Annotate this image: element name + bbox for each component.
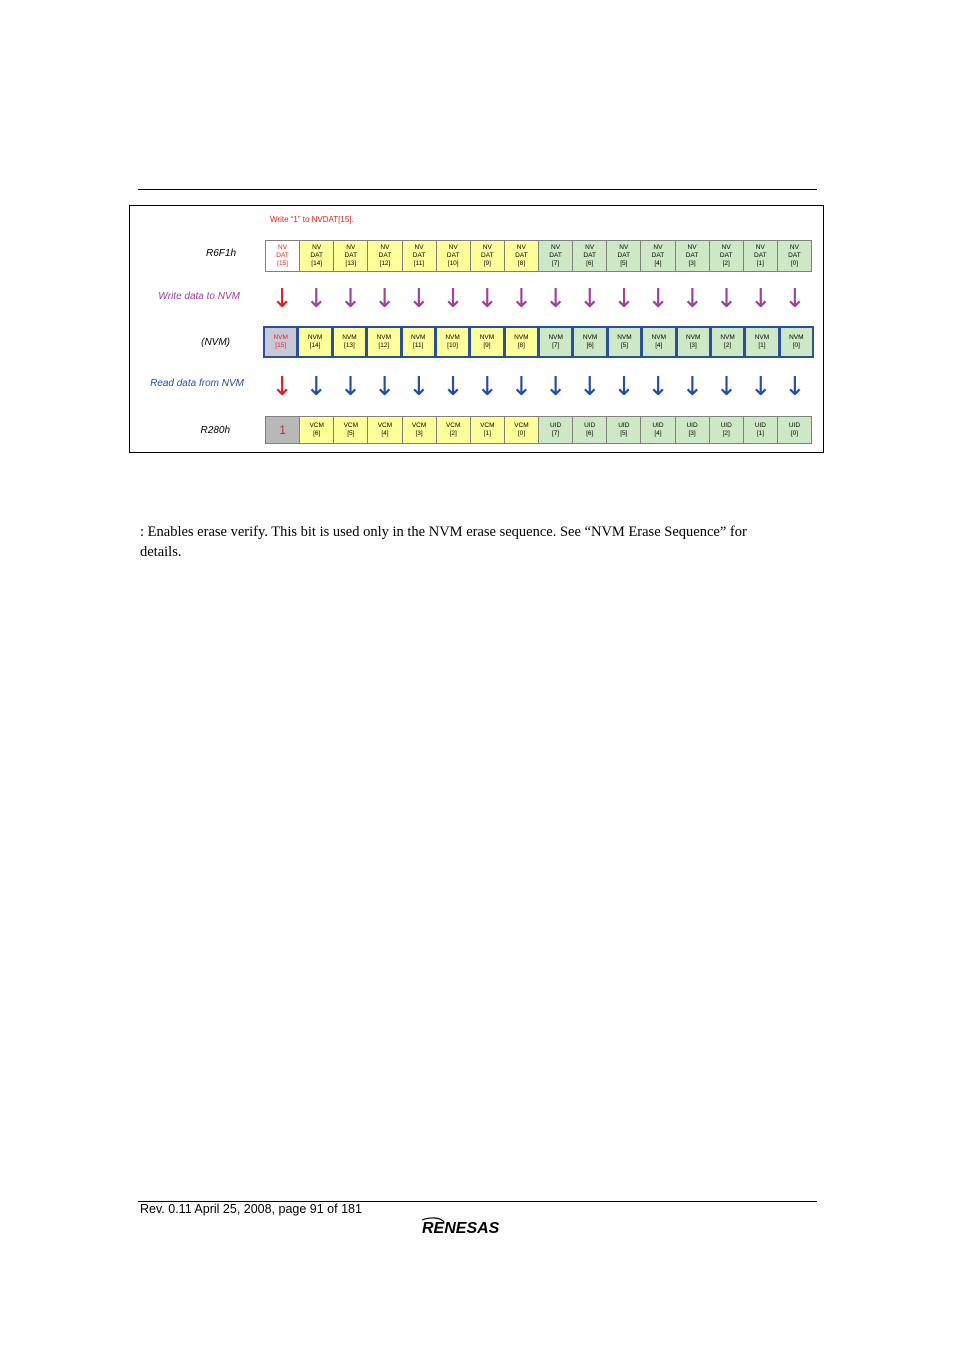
r6f1h-cell-l2: DAT <box>754 252 767 259</box>
r280h-cell-l1: UID <box>584 422 596 429</box>
nvm-cell <box>368 328 399 356</box>
down-arrow-icon: ↓ <box>578 372 601 402</box>
r6f1h-cell <box>505 241 539 271</box>
r6f1h-cell <box>607 241 641 271</box>
r6f1h-cell-l1: NV <box>721 244 731 251</box>
r6f1h-cell <box>744 241 778 271</box>
r6f1h-cell-l2: DAT <box>344 252 358 259</box>
nvm-cell-l2: [11] <box>413 342 424 349</box>
r6f1h-cell-l2: DAT <box>276 252 289 259</box>
r6f1h-cell-l1: NV <box>789 244 799 251</box>
down-arrow-icon: ↓ <box>407 372 430 402</box>
nvm-cell <box>265 328 296 356</box>
nvm-cell-l1: NVM <box>445 334 460 341</box>
r6f1h-cell-l2: DAT <box>310 252 323 259</box>
r6f1h-cell-l1: NV <box>278 244 288 251</box>
r6f1h-label: R6F1h <box>205 248 236 259</box>
renesas-logo-text: RENESAS <box>422 1220 500 1237</box>
r6f1h-cell-l2: DAT <box>549 252 562 259</box>
r6f1h-cell-l3: [10] <box>447 260 459 267</box>
r280h-cell <box>437 417 471 443</box>
r6f1h-cell-l1: NV <box>619 244 629 251</box>
r280h-cell-l2: [2] <box>722 430 730 437</box>
down-arrow-icon: ↓ <box>681 372 704 402</box>
write-arrows <box>265 284 812 314</box>
nvm-label: (NVM) <box>201 337 230 348</box>
down-arrow-icon: ↓ <box>749 284 772 314</box>
r280h-cell-l2: [3] <box>688 430 696 437</box>
down-arrow-icon: ↓ <box>476 284 499 314</box>
renesas-logo <box>420 1216 536 1238</box>
down-arrow-icon: ↓ <box>476 372 499 402</box>
r280h-cell-l2: [4] <box>654 430 662 437</box>
diagram-note: Write “1” to NVDAT[15]. <box>270 215 354 224</box>
nvm-cell-l2: [4] <box>655 342 663 349</box>
r280h-cell-l2: [6] <box>586 430 594 437</box>
down-arrow-icon: ↓ <box>271 284 293 314</box>
r6f1h-cell <box>573 241 607 271</box>
r6f1h-cell-l3: [11] <box>413 260 425 267</box>
nvm-cell-l1: NVM <box>754 334 770 341</box>
nvm-cell <box>609 328 640 356</box>
r280h-cell <box>539 417 573 443</box>
nvm-cell-l1: NVM <box>582 334 598 341</box>
nvm-cell <box>299 328 330 356</box>
r280h-cell-l2: [3] <box>415 430 423 437</box>
nvm-register-row <box>263 326 814 358</box>
read-label: Read data from NVM <box>150 378 244 389</box>
r6f1h-cell-l1: NV <box>380 244 390 251</box>
r280h-cell-l2: [0] <box>790 430 799 437</box>
down-arrow-icon: ↓ <box>442 372 464 402</box>
r6f1h-cell <box>778 241 811 271</box>
down-arrow-icon: ↓ <box>510 372 533 402</box>
r6f1h-cell <box>266 241 300 271</box>
r6f1h-cell <box>710 241 744 271</box>
nvm-cell <box>643 328 674 356</box>
r6f1h-cell-l1: NV <box>346 244 356 251</box>
r6f1h-cell <box>539 241 573 271</box>
nvm-cell-l2: [10] <box>447 342 458 349</box>
r6f1h-cell-l2: DAT <box>719 252 733 259</box>
r280h-cell-l2: [6] <box>313 430 321 437</box>
nvm-cell <box>334 328 365 356</box>
nvm-cell <box>403 328 434 356</box>
r6f1h-cell-l1: NV <box>448 244 458 251</box>
r6f1h-cell-l3: [2] <box>722 260 730 267</box>
r6f1h-cell-l3: [13] <box>345 260 357 267</box>
nvm-cell-l1: NVM <box>789 334 804 341</box>
r280h-cell-l1: UID <box>549 422 562 429</box>
r6f1h-cell <box>641 241 675 271</box>
r280h-cell <box>573 417 607 443</box>
r6f1h-register-row <box>265 240 812 272</box>
r280h-cell <box>744 417 778 443</box>
r6f1h-cell-l2: DAT <box>788 252 801 259</box>
nvm-cell <box>506 328 537 356</box>
down-arrow-icon: ↓ <box>749 372 772 402</box>
r6f1h-cell-l3: [14] <box>311 260 323 267</box>
nvm-cell-l2: [12] <box>378 342 390 349</box>
r6f1h-cell-l1: NV <box>755 244 765 251</box>
nvm-cell <box>746 328 777 356</box>
nvm-cell-l1: NVM <box>720 334 735 341</box>
r6f1h-cell-l2: DAT <box>685 252 699 259</box>
r6f1h-cell-l3: [4] <box>654 260 662 267</box>
down-arrow-icon: ↓ <box>544 284 567 314</box>
nvm-cell-l2: [3] <box>689 342 697 349</box>
nvm-cell-l2: [15] <box>275 342 287 349</box>
r280h-cell-l1: UID <box>788 422 801 429</box>
down-arrow-icon: ↓ <box>305 372 328 402</box>
r280h-cell <box>676 417 710 443</box>
r6f1h-cell-l1: NV <box>551 244 561 251</box>
r280h-cell <box>778 417 811 443</box>
nvm-cell-l1: NVM <box>514 334 529 341</box>
down-arrow-icon: ↓ <box>647 284 670 314</box>
r6f1h-cell-l2: DAT <box>515 252 528 259</box>
nvm-cell <box>678 328 709 356</box>
r280h-cell <box>505 417 539 443</box>
r280h-bit15-value: 1 <box>279 423 286 437</box>
nvm-cell <box>540 328 571 356</box>
r6f1h-cell-l2: DAT <box>481 252 494 259</box>
r6f1h-cell-l1: NV <box>585 244 595 251</box>
r280h-cell <box>471 417 505 443</box>
nvm-cell-l1: NVM <box>376 334 392 341</box>
down-arrow-icon: ↓ <box>647 372 670 402</box>
nvm-cell-l2: [5] <box>620 342 629 349</box>
r6f1h-cell-l3: [5] <box>620 260 628 267</box>
r280h-cell-l1: VCM <box>480 422 495 429</box>
down-arrow-icon: ↓ <box>681 284 704 314</box>
r280h-cell-l2: [2] <box>449 430 457 437</box>
r280h-cell-l2: [1] <box>756 430 764 437</box>
r280h-cell-l2: [1] <box>483 430 491 437</box>
r280h-cell-l2: [4] <box>381 430 389 437</box>
down-arrow-icon: ↓ <box>510 284 533 314</box>
r6f1h-cell-l2: DAT <box>378 252 392 259</box>
nvm-cell-l2: [9] <box>483 342 491 349</box>
r6f1h-cell-l3: [12] <box>379 260 391 267</box>
r6f1h-cell-l2: DAT <box>446 252 460 259</box>
r6f1h-cell-l3: [8] <box>517 260 526 267</box>
write-label: Write data to NVM <box>158 291 240 302</box>
r6f1h-cell-l2: DAT <box>583 252 596 259</box>
r280h-label: R280h <box>200 425 230 436</box>
r6f1h-cell-l1: NV <box>482 244 492 251</box>
r6f1h-cell <box>471 241 505 271</box>
r280h-cell-l1: VCM <box>445 422 461 429</box>
r6f1h-cell-l1: NV <box>516 244 526 251</box>
down-arrow-icon: ↓ <box>373 372 396 402</box>
down-arrow-icon: ↓ <box>407 284 430 314</box>
r6f1h-cell-l2: DAT <box>412 252 426 259</box>
nvm-cell-l2: [1] <box>758 342 766 349</box>
down-arrow-icon: ↓ <box>784 284 806 314</box>
nvm-cell-l1: NVM <box>617 334 632 341</box>
nvm-write-read-diagram <box>129 205 824 453</box>
r6f1h-cell-l1: NV <box>653 244 663 251</box>
r280h-cell-l1: UID <box>754 422 766 429</box>
footer-revision: Rev. 0.11 April 25, 2008, page 91 of 181 <box>140 1202 362 1216</box>
r6f1h-cell-l3: [3] <box>688 260 696 267</box>
r6f1h-cell <box>300 241 334 271</box>
nvm-cell-l1: NVM <box>273 334 288 341</box>
nvm-cell-l2: [14] <box>309 342 321 349</box>
r6f1h-cell <box>334 241 368 271</box>
nvm-cell-l2: [0] <box>792 342 800 349</box>
nvm-cell-l1: NVM <box>651 334 667 341</box>
r6f1h-cell-l3: [6] <box>586 260 594 267</box>
r6f1h-cell-l2: DAT <box>617 252 631 259</box>
nvm-cell-l1: NVM <box>342 334 357 341</box>
r6f1h-cell-l3: [7] <box>551 260 560 267</box>
r280h-cell <box>368 417 402 443</box>
down-arrow-icon: ↓ <box>715 284 738 314</box>
r280h-cell-l1: VCM <box>309 422 324 429</box>
down-arrow-icon: ↓ <box>373 284 396 314</box>
r6f1h-cell-l3: [9] <box>483 260 491 267</box>
r6f1h-cell-l3: [15] <box>277 260 288 267</box>
r280h-cell-l2: [0] <box>517 430 526 437</box>
r6f1h-cell-l1: NV <box>687 244 697 251</box>
down-arrow-icon: ↓ <box>339 372 362 402</box>
nvm-cell-l2: [7] <box>552 342 560 349</box>
r280h-cell-l1: VCM <box>514 422 529 429</box>
r280h-cell-l1: UID <box>652 422 664 429</box>
r280h-cell-l1: VCM <box>377 422 393 429</box>
down-arrow-icon: ↓ <box>544 372 567 402</box>
r280h-cell <box>300 417 334 443</box>
r280h-register-row <box>265 416 812 444</box>
nvm-cell-l1: NVM <box>307 334 323 341</box>
down-arrow-icon: ↓ <box>613 284 635 314</box>
r6f1h-cell <box>368 241 402 271</box>
down-arrow-icon: ↓ <box>442 284 464 314</box>
r280h-cell-l2: [7] <box>551 430 560 437</box>
nvm-cell-l2: [6] <box>586 342 594 349</box>
r280h-cell <box>334 417 368 443</box>
nvm-cell-l2: [13] <box>344 342 355 349</box>
r6f1h-cell <box>437 241 471 271</box>
down-arrow-icon: ↓ <box>271 372 293 402</box>
r280h-cell <box>403 417 437 443</box>
down-arrow-icon: ↓ <box>339 284 362 314</box>
nvm-cell <box>574 328 605 356</box>
down-arrow-icon: ↓ <box>613 372 635 402</box>
nvm-cell <box>471 328 502 356</box>
nvm-cell <box>712 328 743 356</box>
r6f1h-cell-l2: DAT <box>651 252 665 259</box>
r6f1h-cell-l1: NV <box>414 244 424 251</box>
down-arrow-icon: ↓ <box>578 284 601 314</box>
nvm-cell <box>781 328 812 356</box>
read-arrows <box>265 372 812 402</box>
r6f1h-cell <box>676 241 710 271</box>
r280h-cell <box>607 417 641 443</box>
nvm-cell-l1: NVM <box>685 334 701 341</box>
down-arrow-icon: ↓ <box>305 284 328 314</box>
r280h-cell-l2: [5] <box>620 430 628 437</box>
r6f1h-cell-l3: [0] <box>790 260 799 267</box>
nvm-cell-l2: [8] <box>517 342 525 349</box>
down-arrow-icon: ↓ <box>715 372 738 402</box>
r280h-cell-l2: [5] <box>347 430 355 437</box>
down-arrow-icon: ↓ <box>784 372 806 402</box>
r280h-cell-l1: VCM <box>411 422 427 429</box>
r280h-cell-l1: VCM <box>343 422 359 429</box>
r280h-bit15-cell <box>266 417 300 443</box>
nvm-cell <box>437 328 468 356</box>
r280h-cell-l1: UID <box>618 422 630 429</box>
body-paragraph: : Enables erase verify. This bit is used only in the NVM erase sequence. See “NVM Erase Sequence” for details. <box>140 524 747 560</box>
nvm-cell-l2: [2] <box>723 342 732 349</box>
r280h-cell <box>641 417 675 443</box>
r280h-cell-l1: UID <box>686 422 698 429</box>
nvm-cell-l1: NVM <box>548 334 563 341</box>
nvm-cell-l1: NVM <box>479 334 495 341</box>
r6f1h-cell-l1: NV <box>312 244 322 251</box>
r280h-cell-l1: UID <box>720 422 732 429</box>
r6f1h-cell-l3: [1] <box>756 260 764 267</box>
header-rule <box>138 189 817 190</box>
r6f1h-cell <box>403 241 437 271</box>
nvm-cell-l1: NVM <box>410 334 426 341</box>
r280h-cell <box>710 417 744 443</box>
